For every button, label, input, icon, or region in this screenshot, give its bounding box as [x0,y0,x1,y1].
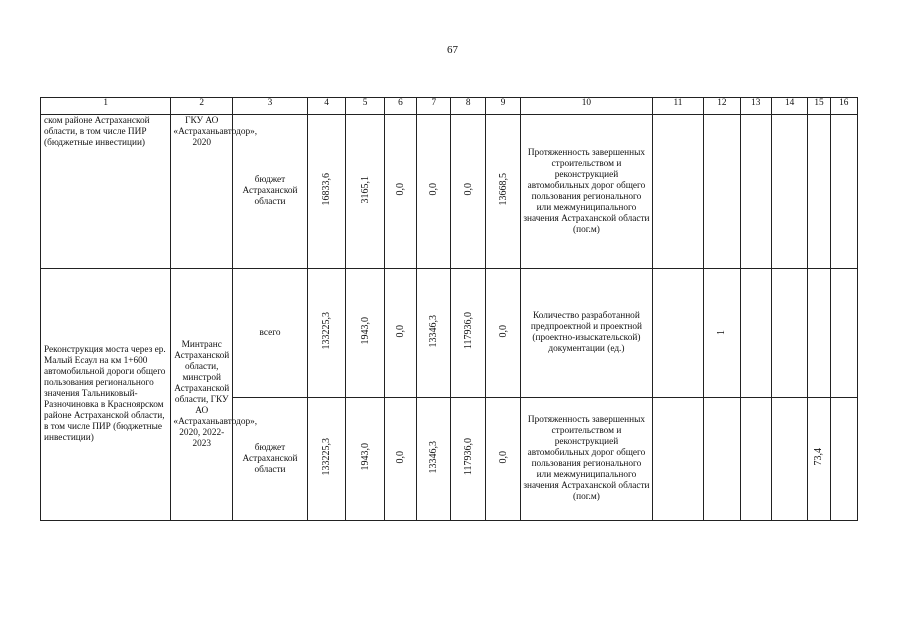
row2a-col12-cell [704,269,740,398]
row2b-col15-cell [808,398,830,521]
row2a-col8: 117936,0 [462,312,474,350]
row2a-col4-cell [307,269,345,398]
row1-name: ском районе Астраханской области, в том числе ПИР (бюджетные инвестиции) [41,115,171,269]
header-col-5: 5 [346,98,384,115]
row2b-col8-cell [451,398,485,521]
row2a-col9: 0,0 [497,324,509,338]
header-col-14: 14 [771,98,807,115]
row2b-source: бюджет Астраханской области [233,398,308,521]
row2a-col5: 1943,0 [359,317,371,345]
header-col-11: 11 [652,98,704,115]
row1-col8: 0,0 [462,183,474,196]
header-col-1: 1 [41,98,171,115]
row2a-col7-cell [417,269,451,398]
row2b-indicator: Протяженность завершенных строительством и реконструкцией автомобильных дорог общего пользования регионального или межмуниципального значения Астраханской области (пог.м) [521,398,652,521]
row2b-col6: 0,0 [394,450,406,464]
header-col-12: 12 [704,98,740,115]
row2a-col7: 13346,3 [428,314,440,348]
header-col-7: 7 [417,98,451,115]
row2a-col5-cell [346,269,384,398]
header-col-4: 4 [307,98,345,115]
row2b-col12 [704,398,740,521]
row2a-col14 [771,269,807,398]
row1-col13 [740,115,771,269]
header-col-16: 16 [830,98,857,115]
row2b-col9-cell [485,398,520,521]
program-table [40,97,858,521]
row1-col5: 3165,1 [359,175,371,204]
row2a-source: всего [233,269,308,398]
header-col-3: 3 [233,98,308,115]
row2b-col8: 117936,0 [462,438,474,476]
row2a-col6: 0,0 [394,324,406,338]
table-row-1 [41,115,858,269]
header-col-10: 10 [521,98,652,115]
row2b-col7: 13346,3 [428,440,440,474]
header-col-8: 8 [451,98,485,115]
header-col-9: 9 [485,98,520,115]
row2a-col15 [808,269,830,398]
row1-col4-cell [307,115,345,269]
row2-name: Реконструкция моста через ер. Малый Есаул на км 1+600 автомобильной дороги общего пользования регионального значения Тальниковый-Разночиновка в Красноярском районе Астраханской области, в том числе ПИР (бюджетные инвестиции) [41,269,171,521]
row1-col12 [704,115,740,269]
row2b-col15: 73,4 [813,448,825,466]
row1-col6-cell [384,115,416,269]
row1-indicator: Протяженность завершенных строительством и реконструкцией автомобильных дорог общего пользования регионального или межмуниципального значения Астраханской области (пог.м) [521,115,652,269]
header-col-6: 6 [384,98,416,115]
row2b-col13 [740,398,771,521]
row2b-col9: 0,0 [497,450,509,464]
row1-col9: 13668,5 [497,173,509,206]
row2b-col6-cell [384,398,416,521]
row2a-col12: 1 [716,329,728,335]
header-row [41,98,858,115]
row1-col7-cell [417,115,451,269]
row1-col7: 0,0 [428,183,440,196]
row1-source: бюджет Астраханской области [233,115,308,269]
row2b-col4-cell [307,398,345,521]
row1-col14 [771,115,807,269]
row1-col11 [652,115,704,269]
row2b-col11 [652,398,704,521]
row2a-col11 [652,269,704,398]
row2b-col14 [771,398,807,521]
row2a-col13 [740,269,771,398]
row2a-col9-cell [485,269,520,398]
row2b-col16 [830,398,857,521]
row2a-col4: 133225,3 [321,312,333,350]
header-col-13: 13 [740,98,771,115]
row2a-col8-cell [451,269,485,398]
row1-col9-cell [485,115,520,269]
table-row-2a [41,269,858,398]
row1-col15 [808,115,830,269]
row2b-col4: 133225,3 [321,438,333,476]
row1-col16 [830,115,857,269]
page-number: 67 [447,44,458,56]
row1-col5-cell [346,115,384,269]
row2a-col16 [830,269,857,398]
row2b-col7-cell [417,398,451,521]
row2a-col6-cell [384,269,416,398]
header-col-2: 2 [171,98,233,115]
row1-col4: 16833,6 [321,173,333,206]
row1-col6: 0,0 [394,183,406,196]
header-col-15: 15 [808,98,830,115]
row2b-col5: 1943,0 [359,443,371,471]
row2a-indicator: Количество разработанной предпроектной и проектной (проектно-изыскательской) документации (ед.) [521,269,652,398]
row2b-col5-cell [346,398,384,521]
row1-executor: ГКУ АО «Астраханьавтодор», 2020 [171,115,233,269]
row2-executor: Минтранс Астраханской области, минстрой Астраханской области, ГКУ АО «Астраханьавтодор», 2020, 2022-2023 [171,269,233,521]
row1-col8-cell [451,115,485,269]
